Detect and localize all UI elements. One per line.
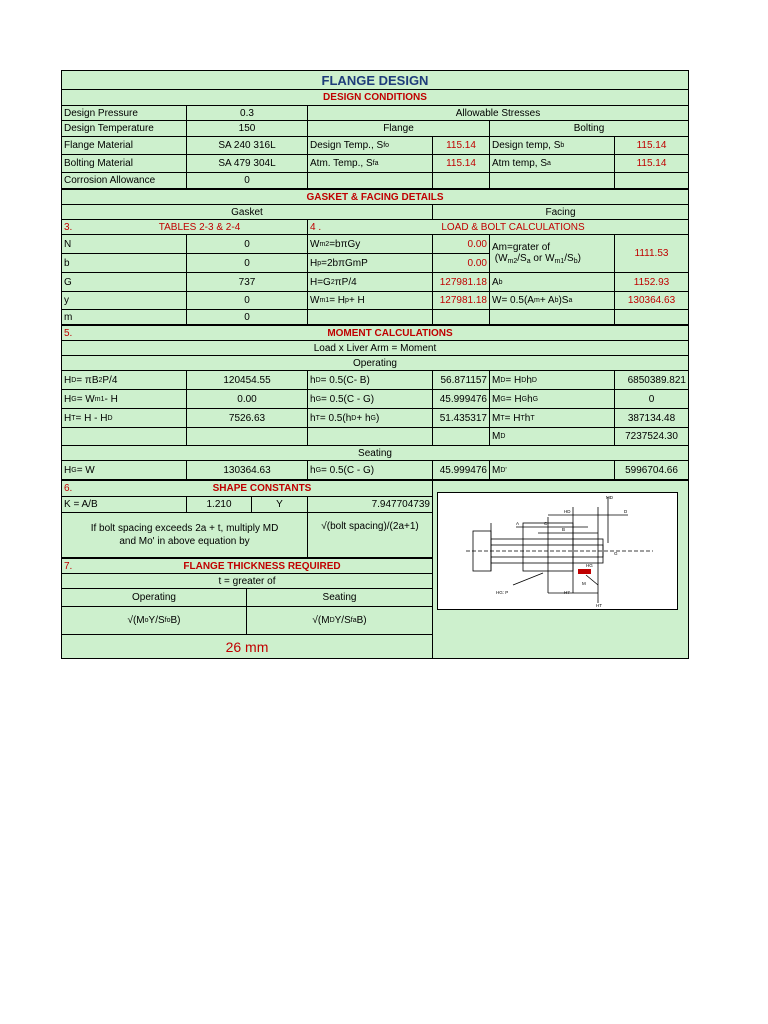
dc-value: 0: [187, 173, 308, 190]
dc-label: Corrosion Allowance: [62, 173, 187, 190]
ab-value: 1152.93: [615, 273, 688, 292]
arm-value: 56.871157: [433, 371, 490, 390]
dc-value: SA 240 316L: [187, 137, 308, 155]
md-total-value: 7237524.30: [615, 428, 688, 446]
bolt-spacing-note: If bolt spacing exceeds 2a + t, multiply MD and Mo' in above equation by: [62, 513, 308, 559]
thickness-header: FLANGE THICKNESS REQUIRED: [92, 559, 433, 574]
param-label: N: [62, 235, 187, 254]
empty-cell: [308, 173, 433, 190]
load-formula: H p =2bπGmP: [308, 254, 433, 273]
section-number: 5.: [62, 326, 92, 341]
gasket-facing-header: GASKET & FACING DETAILS: [62, 190, 688, 205]
am-value: 1111.53: [615, 235, 688, 273]
load-formula: H D = πB 2 P/4: [62, 371, 187, 390]
flange-stress-value: 115.14: [433, 137, 490, 155]
bolting-stress-value: 115.14: [615, 155, 688, 173]
operating-label: Operating: [62, 356, 688, 371]
load-value: 0.00: [433, 254, 490, 273]
param-value: 0: [187, 235, 308, 254]
moment-formula: M T = H T h T: [490, 409, 615, 428]
bolting-stress-value: 115.14: [615, 137, 688, 155]
empty-cell: [490, 173, 615, 190]
moment-formula: M D = H D h D: [490, 371, 615, 390]
arm-formula: h G = 0.5(C - G): [308, 461, 433, 481]
greater-of-label: t = greater of: [62, 574, 433, 589]
empty-cell: [490, 310, 615, 326]
y-value: 7.947704739: [308, 497, 433, 513]
dc-value: 0.3: [187, 106, 308, 121]
moment-value: 6850389.821: [615, 371, 688, 390]
dc-label: Bolting Material: [62, 155, 187, 173]
load-value: 120454.55: [187, 371, 308, 390]
seating-label: Seating: [62, 446, 688, 461]
seating-formula: √(M D Y/S fa B): [247, 607, 433, 635]
param-value: 737: [187, 273, 308, 292]
y-label: Y: [252, 497, 308, 513]
empty-cell: [187, 428, 308, 446]
dc-value: SA 479 304L: [187, 155, 308, 173]
k-value: 1.210: [187, 497, 252, 513]
arm-value: 45.999476: [433, 390, 490, 409]
param-label: y: [62, 292, 187, 310]
flange-header: Flange: [308, 121, 490, 137]
moment-subtitle: Load x Liver Arm = Moment: [62, 341, 688, 356]
md-total-label: M D: [490, 428, 615, 446]
facing-label: Facing: [433, 205, 688, 220]
load-value: 127981.18: [433, 292, 490, 310]
section-title: LOAD & BOLT CALCULATIONS: [338, 220, 688, 235]
bolting-stress-label: Atm temp, S a: [490, 155, 615, 173]
param-value: 0: [187, 310, 308, 326]
section-number: 4 .: [308, 220, 338, 235]
diagram-label: B: [562, 527, 566, 532]
design-conditions-header: DESIGN CONDITIONS: [62, 90, 688, 106]
gasket-label: Gasket: [62, 205, 433, 220]
gasket-mark: [578, 569, 591, 574]
dc-label: Design Pressure: [62, 106, 187, 121]
diagram-label: D: [624, 509, 628, 514]
flange-stress-label: Atm. Temp., S fa: [308, 155, 433, 173]
arm-formula: h T = 0.5(h D + h G ): [308, 409, 433, 428]
diagram-label: HG: P: [496, 590, 509, 595]
flange-stress-label: Design Temp., S fo: [308, 137, 433, 155]
empty-cell: [62, 428, 187, 446]
bolting-header: Bolting: [490, 121, 688, 137]
diagram-label: A: [516, 521, 520, 526]
diagram-label: G: [614, 551, 618, 556]
empty-cell: [308, 310, 433, 326]
load-value: 0.00: [433, 235, 490, 254]
arm-value: 51.435317: [433, 409, 490, 428]
section-title: TABLES 2-3 & 2-4: [92, 220, 308, 235]
diagram-label: C: [544, 521, 548, 526]
load-formula: W m1 = H p + H: [308, 292, 433, 310]
load-formula: H=G 2 πP/4: [308, 273, 433, 292]
arm-formula: h G = 0.5(C - G): [308, 390, 433, 409]
dc-label: Flange Material: [62, 137, 187, 155]
diagram-label: M: [582, 581, 586, 586]
flange-stress-value: 115.14: [433, 155, 490, 173]
empty-cell: [433, 173, 490, 190]
k-label: K = A/B: [62, 497, 187, 513]
load-value: 7526.63: [187, 409, 308, 428]
load-value: 130364.63: [187, 461, 308, 481]
moment-header: MOMENT CALCULATIONS: [92, 326, 688, 341]
param-label: b: [62, 254, 187, 273]
load-value: 127981.18: [433, 273, 490, 292]
section-number: 3.: [62, 220, 92, 235]
param-value: 0: [187, 292, 308, 310]
am-formula: Am=grater of ($W_{m2}/S_a$ or $W_{m1}/S_b$): [490, 235, 615, 273]
load-formula: H T = H - H D: [62, 409, 187, 428]
shape-header: SHAPE CONSTANTS: [92, 481, 433, 497]
empty-cell: [308, 428, 433, 446]
arm-formula: h D = 0.5(C- B): [308, 371, 433, 390]
section-number: 6.: [62, 481, 92, 497]
moment-value: 387134.48: [615, 409, 688, 428]
dc-value: 150: [187, 121, 308, 137]
dc-label: Design Temperature: [62, 121, 187, 137]
param-label: G: [62, 273, 187, 292]
empty-cell: [433, 310, 490, 326]
diagram-label: H7: [564, 590, 570, 595]
thickness-result: 26 mm: [62, 635, 433, 658]
param-value: 0: [187, 254, 308, 273]
diagram-label: HG: [586, 563, 593, 568]
diagram-label: HD: [564, 509, 571, 514]
flange-diagram: [437, 492, 678, 610]
load-formula: H G = W m1 - H: [62, 390, 187, 409]
page-title: FLANGE DESIGN: [62, 71, 688, 90]
w-formula: W= 0.5(A m + A b )S a: [490, 292, 615, 310]
moment-formula: M D ': [490, 461, 615, 481]
load-formula: W m2 =bπGy: [308, 235, 433, 254]
seating-label: Seating: [247, 589, 433, 607]
param-label: m: [62, 310, 187, 326]
load-formula: H G = W: [62, 461, 187, 481]
w-value: 130364.63: [615, 292, 688, 310]
diagram-label: HT: [596, 603, 602, 608]
moment-value: 5996704.66: [615, 461, 688, 481]
section-number: 7.: [62, 559, 92, 574]
moment-formula: M G = H G h G: [490, 390, 615, 409]
empty-cell: [615, 173, 688, 190]
empty-cell: [433, 428, 490, 446]
arm-value: 45.999476: [433, 461, 490, 481]
empty-cell: [615, 310, 688, 326]
ab-formula: A b: [490, 273, 615, 292]
flange-drawing: [438, 493, 677, 609]
operating-label: Operating: [62, 589, 247, 607]
bolt-spacing-formula: √(bolt spacing)/(2a+1): [308, 513, 433, 559]
moment-value: 0: [615, 390, 688, 409]
operating-formula: √(M o Y/S fo B): [62, 607, 247, 635]
bolting-stress-label: Design temp, S b: [490, 137, 615, 155]
allowable-stresses-header: Allowable Stresses: [308, 106, 688, 121]
diagram-label: MD: [606, 495, 613, 500]
load-value: 0.00: [187, 390, 308, 409]
